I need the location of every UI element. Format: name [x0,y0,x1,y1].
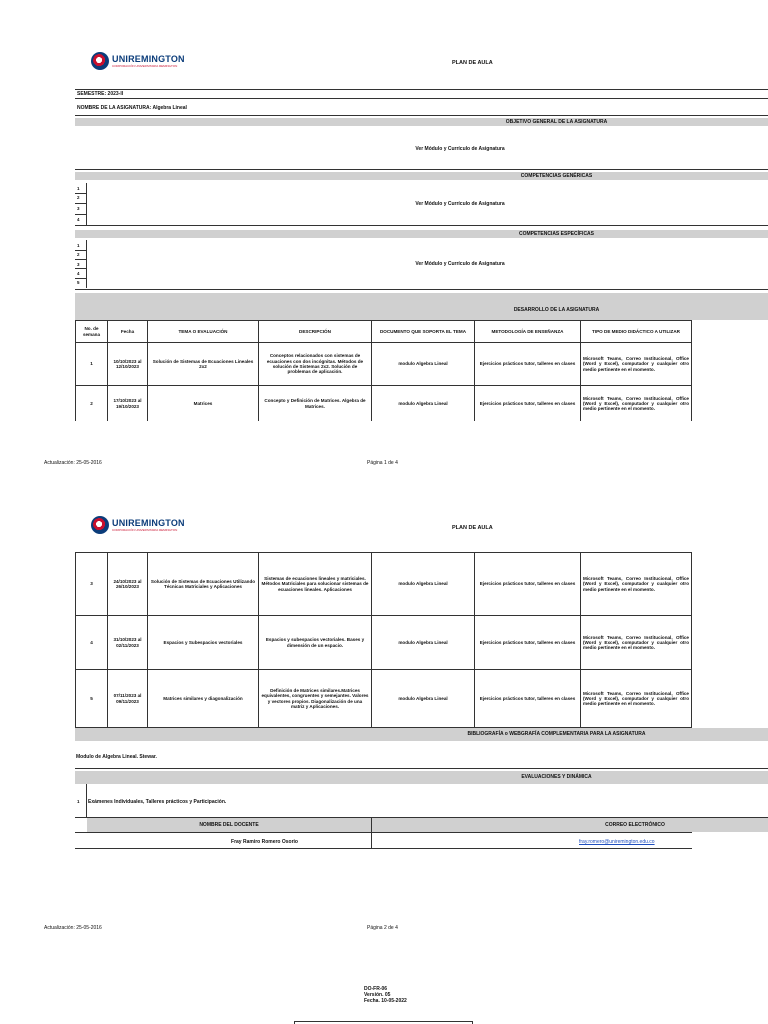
specific-number-2: 2 [77,252,80,257]
table-row-4-media: Microsoft Teams, Correo Institucional, Office (Word y Excel), computador y cualquier otro medio pertinente en el momento. [580,616,692,669]
teacher-name: Fray Ramiro Romero Osorio [231,839,298,845]
table-row-3-document: modulo Algebra Lineal [371,553,474,615]
email-header: CORREO ELECTRÓNICO [372,818,768,832]
table-row-3-date: 24/10/2023 al 26/10/2023 [107,553,147,615]
table-row-2-description: Concepto y Definición de Matrices. Algebra de Matrices. [258,386,371,421]
table-row-5-method: Ejercicios prácticos tutor, talleres en clases [474,670,580,727]
document-code: DO-FR-06 [364,986,388,992]
table-row-1-document: modulo Algebra Lineal [371,343,474,385]
generic-number-4: 4 [77,217,80,222]
table-row-2-topic: Matrices [147,386,258,421]
uniremington-logo-page-2 [91,516,185,534]
table-row-4-description: Espacios y subespacios vectoriales. Bases y dimensión de un espacio. [258,616,371,669]
uniremington-logo-mark-icon [91,52,109,70]
table-row-5-description: Definición de Matrices similares.Matrices equivalentes, congruentes y semejantes. Valores y vectores propios. Diagonalización de una matriz y Aplicaciones. [258,670,371,727]
teacher-header: NOMBRE DEL DOCENTE [87,818,371,832]
footer-update-date-2: Actualización: 25-05-2016 [44,925,102,931]
document-version: Versión. 05 [364,992,391,998]
table-row-3-method: Ejercicios prácticos tutor, talleres en clases [474,553,580,615]
table-row-1-week: 1 [75,343,107,385]
table-row-5-date: 07/11/2023 al 09/11/2023 [107,670,147,727]
generic-competencies-header: COMPETENCIAS GENÉRICAS [75,172,768,180]
table-row-4-document: modulo Algebra Lineal [371,616,474,669]
table-row-2-date: 17/10/2023 al 19/10/2023 [107,386,147,421]
table-row-1-topic: Solución de Sistemas de Ecuaciones Lineales 2x2 [147,343,258,385]
uniremington-logo [91,52,185,70]
table-row-1-media: Microsoft Teams, Correo Institucional, Office (Word y Excel), computador y cualquier otro medio pertinente en el momento. [580,343,692,385]
footer-page-number-2: Página 2 de 4 [367,925,398,931]
page-title-2: PLAN DE AULA [452,525,493,531]
specific-number-3: 3 [77,262,80,267]
uniremington-logo-mark-icon [91,516,109,534]
column-header-topic: TEMA O EVALUACIÓN [147,321,258,342]
specific-competencies-header: COMPETENCIAS ESPECÍFICAS [75,230,768,238]
table-row-1-description: Conceptos relacionados con sistemas de ecuaciones con dos incógnitas. Métodos de solución de Sistemas 2x2. Solución de problemas de aplicación. [258,343,371,385]
table-row-5-document: modulo Algebra Lineal [371,670,474,727]
logo-tagline: CORPORACIÓN UNIVERSITARIA REMINGTON [112,64,178,68]
logo-name: UNIREMINGTON [112,518,185,528]
column-header-week: No. de semana [75,321,107,342]
table-row-3-media: Microsoft Teams, Correo Institucional, Office (Word y Excel), computador y cualquier otro medio pertinente en el momento. [580,553,692,615]
logo-tagline: CORPORACIÓN UNIVERSITARIA REMINGTON [112,528,178,532]
table-row-2-week: 2 [75,386,107,421]
teacher-email-link[interactable]: fray.romero@uniremington.edu.co [579,839,655,845]
specific-number-5: 5 [77,280,80,285]
footer-update-date: Actualización: 25-05-2016 [44,460,102,466]
table-row-3-description: Sistemas de ecuaciones lineales y matriciales. Métodos Matriciales para solucionar sistemas de ecuaciones lineales. Aplicaciones [258,553,371,615]
specific-number-4: 4 [77,271,80,276]
development-header: DESARROLLO DE LA ASIGNATURA [75,293,768,320]
table-row-4-method: Ejercicios prácticos tutor, talleres en clases [474,616,580,669]
specific-number-1: 1 [77,243,80,248]
table-row-4-date: 31/10/2023 al 02/11/2023 [107,616,147,669]
evaluation-text: Exámenes Individuales, Talleres prácticos y Participación. [88,799,227,805]
document-date: Fecha. 10-05-2022 [364,998,407,1004]
semester-label: SEMESTRE: 2023-II [77,91,124,97]
bibliography-text: Modulo de Algebra Lineal. Stewar. [76,754,157,760]
bibliography-header: BIBLIOGRAFÍA o WEBGRAFÍA COMPLEMENTARIA PARA LA ASIGNATURA [75,728,768,741]
column-header-media: TIPO DE MEDIO DIDÁCTICO A UTILIZAR [580,321,692,342]
table-row-3-week: 3 [75,553,107,615]
page-title: PLAN DE AULA [452,60,493,66]
subject-label: NOMBRE DE LA ASIGNATURA: Algebra Lineal [77,105,187,111]
table-row-2-document: modulo Algebra Lineal [371,386,474,421]
objective-text: Ver Módulo y Currículo de Asignatura [415,146,505,152]
table-row-3-topic: Solución de Sistemas de Ecuaciones Utilizando Técnicas Matriciales y Aplicaciones [147,553,258,615]
generic-number-3: 3 [77,206,80,211]
evaluations-header: EVALUACIONES Y DINÁMICA [75,771,768,784]
generic-competencies-text: Ver Módulo y Currículo de Asignatura [415,201,505,207]
column-header-method: METODOLOGÍA DE ENSEÑANZA [474,321,580,342]
logo-name: UNIREMINGTON [112,54,185,64]
table-row-2-media: Microsoft Teams, Correo Institucional, Office (Word y Excel), computador y cualquier otro medio pertinente en el momento. [580,386,692,421]
column-header-date: Fecha [107,321,147,342]
table-row-4-topic: Espacios y Subespacios vectoriales [147,616,258,669]
generic-number-2: 2 [77,195,80,200]
table-row-5-topic: Matrices similares y diagonalización [147,670,258,727]
table-row-5-week: 5 [75,670,107,727]
table-row-1-date: 10/10/2023 al 12/10/2023 [107,343,147,385]
specific-competencies-text: Ver Módulo y Currículo de Asignatura [415,261,505,267]
objective-header: OBJETIVO GENERAL DE LA ASIGNATURA [75,118,768,126]
table-row-1-method: Ejercicios prácticos tutor, talleres en clases [474,343,580,385]
generic-number-1: 1 [77,186,80,191]
table-row-4-week: 4 [75,616,107,669]
table-row-5-media: Microsoft Teams, Correo Institucional, Office (Word y Excel), computador y cualquier otro medio pertinente en el momento. [580,670,692,727]
evaluation-number: 1 [77,799,80,804]
column-header-document: DOCUMENTO QUE SOPORTA EL TEMA [371,321,474,342]
column-header-description: DESCRIPCIÓN [258,321,371,342]
table-row-2-method: Ejercicios prácticos tutor, talleres en clases [474,386,580,421]
footer-page-number: Página 1 de 4 [367,460,398,466]
